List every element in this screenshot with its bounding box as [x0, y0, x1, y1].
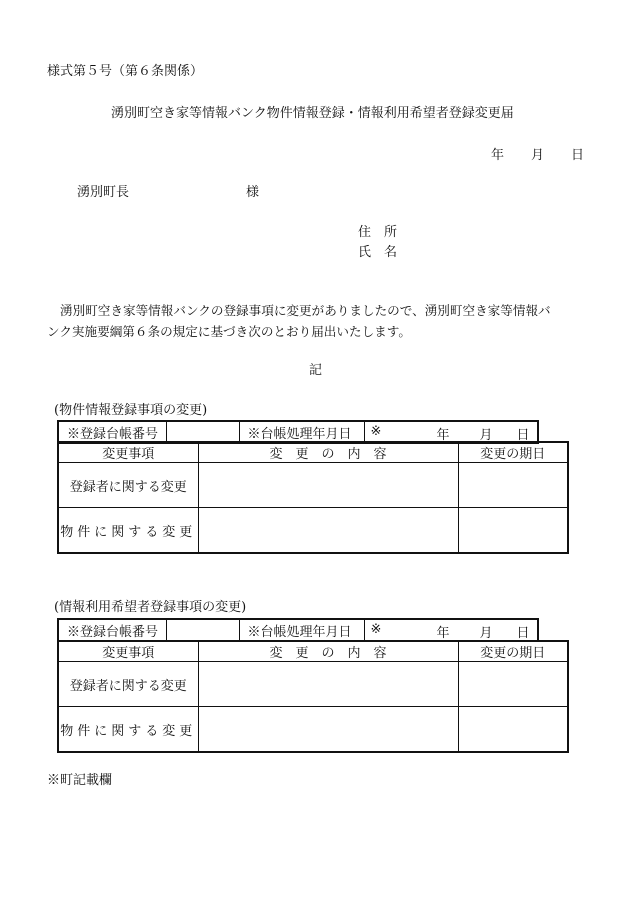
col-header-change-date: 変更の期日: [458, 442, 568, 463]
ki-label: 記: [309, 363, 323, 378]
property-change-content-cell[interactable]: [198, 707, 458, 753]
row-label-property-change: 物件に関する変更: [58, 508, 198, 554]
col-header-change-date: 変更の期日: [458, 641, 568, 662]
row-label-registrant-change: 登録者に関する変更: [58, 662, 198, 707]
process-date-cell[interactable]: [364, 421, 538, 443]
process-day-label: 日: [516, 626, 530, 641]
body-text-line1: 湧別町空き家等情報バンクの登録事項に変更がありましたので、湧別町空き家等情報バ: [60, 303, 551, 318]
form-title: 湧別町空き家等情報バンク物件情報登録・情報利用希望者登録変更届: [111, 106, 514, 121]
col-header-change-content: 変 更 の 内 容: [198, 641, 458, 662]
body-text-line2: ンク実施要綱第６条の規定に基づき次のとおり届出いたします。: [47, 324, 411, 339]
reg-number-cell[interactable]: [166, 619, 239, 641]
addressee-name: 湧別町長: [77, 185, 130, 200]
process-month-label: 月: [479, 626, 493, 641]
addressee-honorific: 様: [246, 185, 260, 200]
process-date-mark: ※: [370, 424, 382, 439]
town-remarks-label: ※町記載欄: [47, 773, 113, 788]
reg-number-cell[interactable]: [166, 421, 239, 443]
row-label-registrant-change: 登録者に関する変更: [58, 463, 198, 508]
col-header-change-item: 変更事項: [58, 442, 198, 463]
date-year-label: 年: [491, 148, 505, 163]
property-change-content-cell[interactable]: [198, 508, 458, 554]
registrant-change-date-cell[interactable]: [458, 463, 568, 508]
property-change-date-cell[interactable]: [458, 707, 568, 753]
property-change-date-cell[interactable]: [458, 508, 568, 554]
col-header-change-item: 変更事項: [58, 641, 198, 662]
date-day-label: 日: [571, 148, 585, 163]
col-header-change-content: 変 更 の 内 容: [198, 442, 458, 463]
process-date-mark: ※: [370, 622, 382, 637]
process-year-label: 年: [436, 626, 450, 641]
process-date-cell[interactable]: [364, 619, 538, 641]
section-heading-user: (情報利用希望者登録事項の変更): [54, 600, 247, 615]
registration-info-table: [57, 618, 539, 642]
process-month-label: 月: [479, 428, 493, 443]
process-year-label: 年: [436, 428, 450, 443]
section-heading-property: (物件情報登録事項の変更): [54, 403, 208, 418]
date-month-label: 月: [531, 148, 545, 163]
form-number: 様式第５号（第６条関係）: [47, 64, 204, 79]
process-day-label: 日: [516, 428, 530, 443]
process-date-label: ※台帳処理年月日: [239, 421, 364, 443]
registrant-change-content-cell[interactable]: [198, 662, 458, 707]
name-label: 氏 名: [358, 245, 398, 260]
registrant-change-date-cell[interactable]: [458, 662, 568, 707]
process-date-label: ※台帳処理年月日: [239, 619, 364, 641]
reg-number-label: ※登録台帳番号: [58, 619, 166, 641]
row-label-property-change: 物件に関する変更: [58, 707, 198, 753]
property-change-table: [57, 441, 569, 554]
registrant-change-content-cell[interactable]: [198, 463, 458, 508]
user-change-table: [57, 640, 569, 753]
reg-number-label: ※登録台帳番号: [58, 421, 166, 443]
address-label: 住 所: [358, 225, 398, 240]
